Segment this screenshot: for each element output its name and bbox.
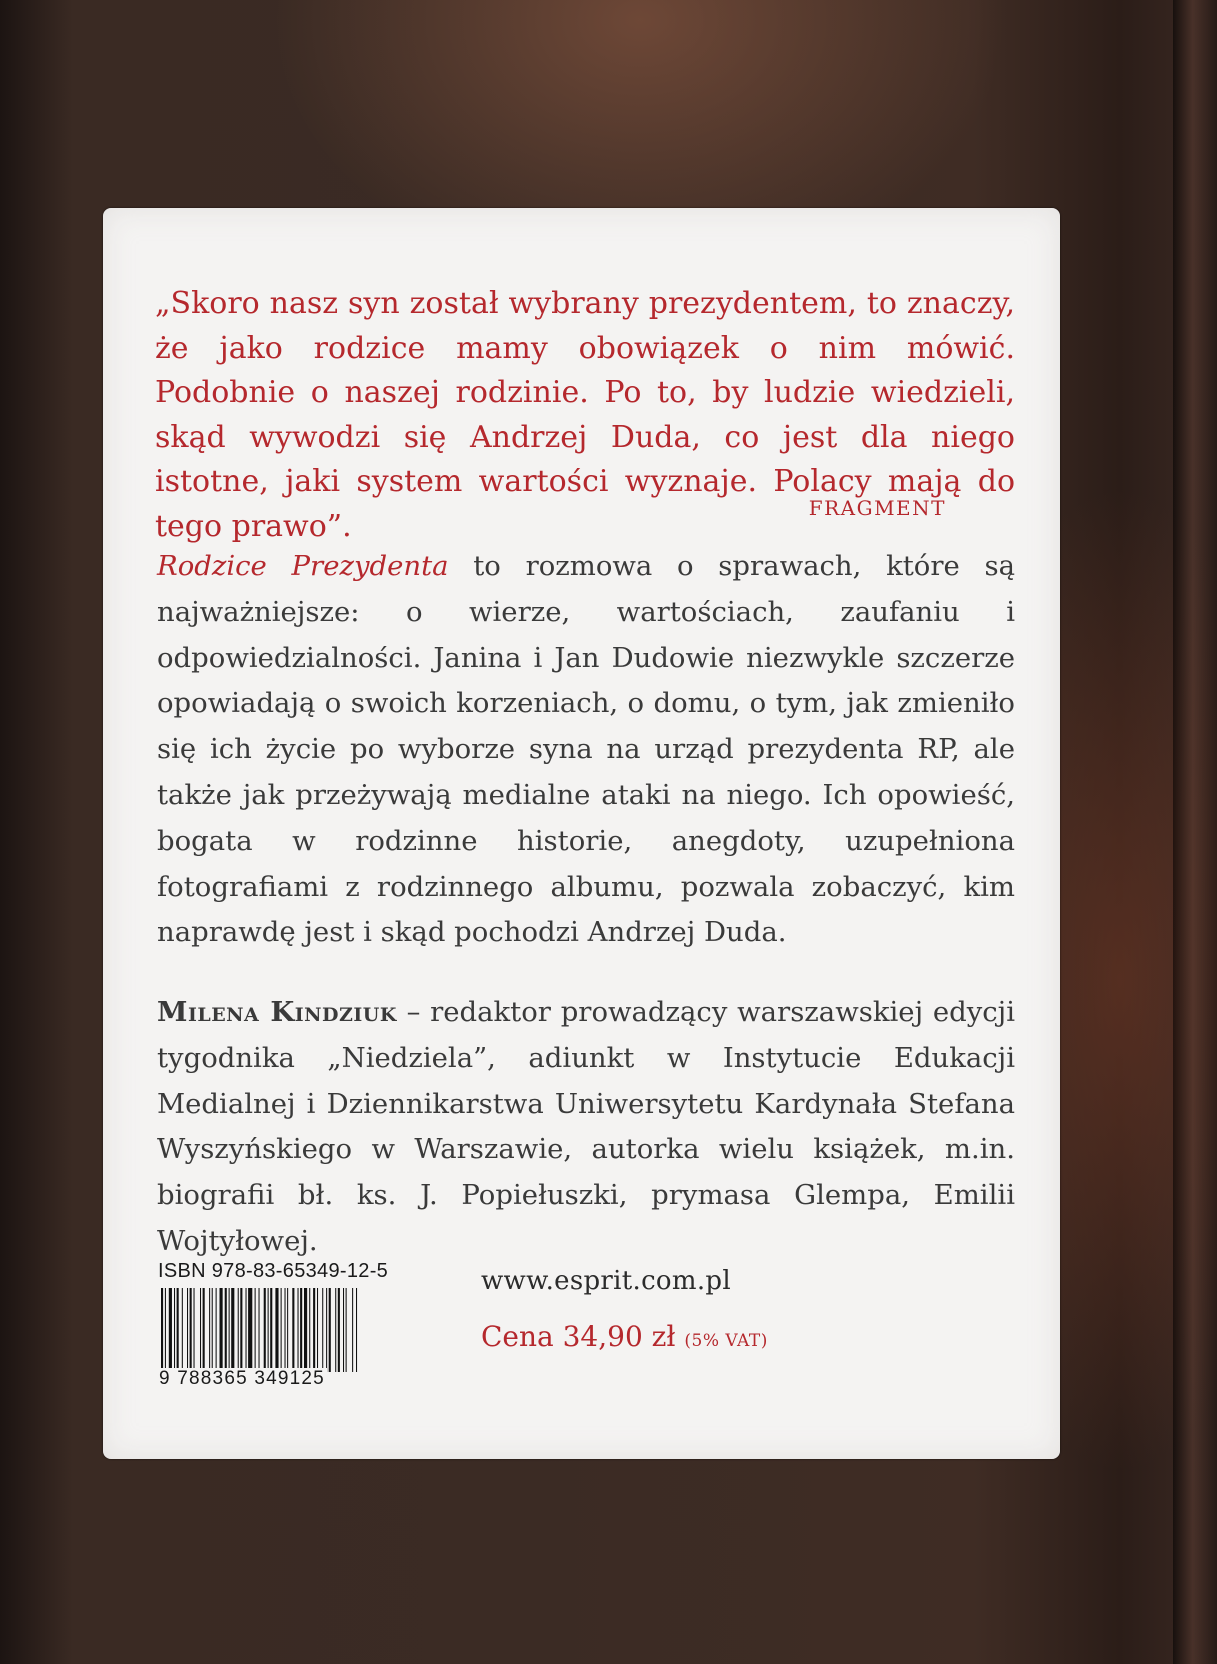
barcode-bar — [343, 1288, 344, 1372]
barcode-bar — [200, 1288, 201, 1372]
barcode-bar — [326, 1288, 327, 1372]
barcode-bar — [165, 1288, 166, 1372]
barcode-bar — [268, 1288, 269, 1372]
barcode-bar — [194, 1288, 195, 1372]
barcode-bar — [187, 1288, 188, 1372]
price — [481, 1320, 768, 1353]
book-description — [157, 544, 1015, 956]
barcode-bar — [220, 1288, 223, 1372]
barcode-bar — [174, 1288, 175, 1372]
barcode-digits: 9 788365 349125 — [159, 1368, 325, 1389]
white-label-panel — [103, 208, 1060, 1459]
barcode-bar — [264, 1288, 266, 1372]
barcode-bar — [298, 1288, 299, 1372]
barcode-bar — [216, 1288, 217, 1372]
spine-edge — [1173, 0, 1217, 1664]
barcode-bar — [346, 1288, 347, 1372]
price-vat: (5% VAT) — [684, 1331, 768, 1351]
barcode-bar — [356, 1288, 357, 1372]
barcode-bar — [203, 1288, 205, 1372]
barcode-bar — [329, 1288, 331, 1372]
barcode-bar — [255, 1288, 256, 1372]
barcode-bar — [225, 1288, 227, 1372]
description-text: to rozmowa o sprawach, które są najważniejsze: o wierze, wartościach, zaufaniu i odpowiedzialności. Janina i Jan Dudowie niezwykle szczerze opowiadają o swoich korzeniach, o domu, o tym, jak zmieniło się ich życie po wyborze syna na urząd prezydenta RP, ale także jak przeżywają medialne ataki na niego. Ich opowieść, bogata w rodzinne historie, anegdoty, uzupełniona fotografiami z rodzinnego albumu, pozwala zobaczyć, kim naprawdę jest i skąd pochodzi Andrzej Duda. — [157, 550, 1015, 949]
barcode-bar — [209, 1288, 210, 1372]
barcode-bar — [190, 1288, 192, 1372]
barcode-bar — [285, 1288, 286, 1372]
barcode-bar — [287, 1288, 288, 1372]
quote-source: FRAGMENT — [808, 496, 946, 520]
bio-text: – redaktor prowadzący warszawskiej edycji tygodnika „Niedziela”, adiunkt w Instytucie Edukacji Medialnej i Dziennikarstwa Uniwersytetu Kardynała Stefana Wyszyńskiego w Warszawie, autorka wielu książek, m.in. biografii bł. ks. J. Popiełuszki, prymasa Glempa, Emilii Wojtyłowej. — [157, 996, 1015, 1257]
barcode-bar — [313, 1288, 315, 1372]
barcode-bar — [177, 1288, 179, 1372]
quote-text: „Skoro nasz syn został wybrany prezydentem, to znaczy, że jako rodzice mamy obowiązek o nim mówić. Podobnie o naszej rodzinie. Po to, by ludzie wiedzieli, skąd wywodzi się Andrzej Duda, co jest dla niego istotne, jaki system wartości wyznaje. Polacy mają do tego prawo”. — [155, 286, 1015, 544]
barcode-bar — [238, 1288, 239, 1372]
barcode-bar — [169, 1288, 172, 1372]
author-bio — [157, 990, 1015, 1265]
barcode-bar — [300, 1288, 302, 1372]
barcode-bar — [352, 1288, 353, 1372]
barcode-bar — [246, 1288, 247, 1372]
isbn-label: ISBN 978-83-65349-12-5 — [158, 1260, 389, 1282]
barcode-bar — [304, 1288, 307, 1372]
barcode-bar — [322, 1288, 323, 1372]
barcode-bar — [270, 1288, 272, 1372]
barcode-bar — [338, 1288, 340, 1372]
barcode-bar — [317, 1288, 318, 1372]
publisher-website: www.esprit.com.pl — [481, 1266, 731, 1296]
price-label: Cena 34,90 zł — [481, 1320, 676, 1353]
barcode-bar — [240, 1288, 242, 1372]
barcode-bar — [275, 1288, 278, 1372]
barcode-bar — [292, 1288, 294, 1372]
author-name: Milena Kindziuk — [157, 996, 397, 1028]
barcode-bar — [335, 1288, 336, 1372]
barcode-bar — [281, 1288, 282, 1372]
book-title: Rodzice Prezydenta — [157, 550, 449, 582]
barcode-bar — [229, 1288, 230, 1372]
barcode-bar — [182, 1288, 183, 1372]
barcode-bar — [309, 1288, 310, 1372]
barcode-bar — [212, 1288, 213, 1372]
barcode-bar — [161, 1288, 163, 1372]
barcode-bar — [248, 1288, 252, 1372]
barcode-bar — [259, 1288, 260, 1372]
barcode-bar — [231, 1288, 234, 1372]
